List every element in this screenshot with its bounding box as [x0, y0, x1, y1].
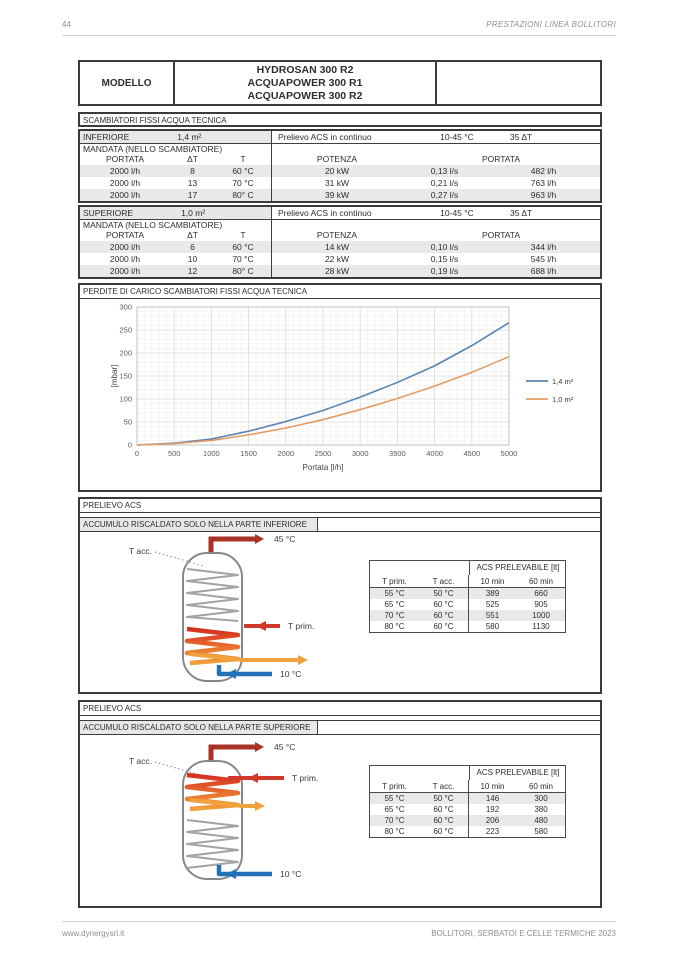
table-header-row: [370, 766, 565, 780]
arrow-right-icon: [255, 534, 264, 544]
table-row: [370, 588, 565, 599]
table-row: [80, 189, 600, 201]
acs-table-inferiore: [369, 560, 566, 633]
col-header: PORTATA: [105, 154, 145, 164]
spacer-cell: [370, 766, 469, 780]
model-name: HYDROSAN 300 R2: [256, 63, 354, 76]
cell: 0,15 l/s: [430, 254, 459, 264]
cell: 580: [485, 622, 500, 631]
cell: 60 °C: [419, 610, 469, 621]
exchangers-section-title: SCAMBIATORI FISSI ACQUA TECNICA: [78, 112, 602, 127]
cell: 50 °C: [419, 793, 469, 804]
cell: 1000: [532, 611, 550, 620]
exchanger-table-superiore: [78, 205, 602, 279]
exchanger-name-cell: [80, 131, 272, 143]
pressure-loss-chart-box: [78, 283, 602, 492]
cell: 17: [187, 190, 198, 200]
table-row: [80, 131, 600, 144]
cell: 13: [187, 178, 198, 188]
svg-text:Portata [l/h]: Portata [l/h]: [302, 463, 344, 472]
temp-range: 10-45 °C: [440, 132, 474, 142]
section-content: [80, 532, 600, 690]
table-row: [80, 177, 600, 189]
arrow-right-icon: [298, 655, 308, 665]
col-header: 60 min: [528, 782, 553, 791]
cell: 380: [534, 805, 548, 814]
svg-text:1,4 m²: 1,4 m²: [552, 377, 574, 386]
col-header: POTENZA: [316, 230, 358, 240]
model-names: [175, 62, 437, 104]
cell: 580: [534, 827, 548, 836]
table-row: [80, 241, 600, 253]
table-row: [80, 265, 600, 277]
exchanger-table-inferiore: [78, 129, 602, 203]
cell: 0,27 l/s: [430, 190, 459, 200]
hot-out-temp-label: 45 °C: [274, 534, 296, 544]
acs-span-header: ACS PRELEVABILE [lt]: [469, 561, 566, 575]
header-title: PRESTAZIONI LINEA BOLLITORI: [486, 20, 616, 29]
cell: 6: [190, 242, 195, 252]
cell: 0,19 l/s: [430, 266, 459, 276]
cell: 80° C: [215, 189, 272, 201]
col-header: PORTATA: [105, 230, 145, 240]
col-header: PORTATA: [481, 230, 521, 240]
table-row: [370, 599, 565, 610]
col-header: 10 min: [480, 782, 505, 791]
table-row: [80, 144, 600, 154]
col-header: PORTATA: [481, 154, 521, 164]
cell: 551: [485, 611, 500, 620]
cell: 60 °C: [419, 621, 469, 632]
table-header-row: [80, 154, 600, 165]
cell: 60 °C: [215, 241, 272, 253]
table-row: [80, 165, 600, 177]
svg-text:50: 50: [123, 417, 132, 427]
cell: 300: [534, 794, 548, 803]
cell: 70 °C: [384, 611, 405, 620]
cell: 206: [485, 816, 500, 825]
cold-in-temp-label: 10 °C: [280, 669, 302, 679]
t-prim-label: T prim.: [292, 773, 319, 783]
svg-text:5000: 5000: [500, 449, 518, 458]
footer-rule: [62, 921, 616, 922]
cell: 70 °C: [384, 816, 405, 825]
col-header: T prim.: [382, 577, 407, 586]
cell: 2000 l/h: [109, 266, 141, 276]
cell: 10: [187, 254, 198, 264]
prelievo-label: Prelievo ACS in continuo: [278, 132, 372, 142]
delta-t: 35 ΔT: [510, 132, 533, 142]
cell: 60 °C: [419, 815, 469, 826]
t-prim-label: T prim.: [288, 621, 315, 631]
tank-diagram-upper-heated: [98, 738, 338, 888]
cell: 763 l/h: [530, 178, 557, 188]
table-row: [370, 793, 565, 804]
cell: 2000 l/h: [109, 254, 141, 264]
cell: 60 °C: [419, 826, 469, 837]
svg-text:300: 300: [119, 302, 132, 312]
model-label: MODELLO: [80, 62, 175, 104]
cell: 60 °C: [419, 599, 469, 610]
table-header-row: [370, 561, 565, 575]
cell: 80 °C: [384, 827, 405, 836]
cell: 70 °C: [215, 253, 272, 265]
svg-text:250: 250: [119, 325, 132, 335]
acs-span-header: ACS PRELEVABILE [lt]: [469, 766, 566, 780]
model-name: ACQUAPOWER 300 R2: [247, 89, 363, 102]
svg-text:500: 500: [167, 449, 181, 458]
table-row: [370, 610, 565, 621]
t-acc-label: T acc.: [129, 756, 152, 766]
cell: 31 kW: [324, 178, 350, 188]
arrow-right-icon: [255, 801, 265, 811]
spacer-cell: [370, 561, 469, 575]
cell: 545 l/h: [530, 254, 557, 264]
svg-text:100: 100: [119, 394, 132, 404]
hot-outlet-pipe: [211, 747, 255, 762]
table-row: [370, 815, 565, 826]
cell: 905: [534, 600, 548, 609]
temp-range: 10-45 °C: [440, 208, 474, 218]
svg-text:1000: 1000: [203, 449, 220, 458]
exchanger-area: 1,0 m²: [181, 208, 206, 218]
col-header: T: [215, 230, 272, 241]
table-header-row: [80, 230, 600, 241]
model-name: ACQUAPOWER 300 R1: [247, 76, 363, 89]
col-header: 60 min: [528, 577, 553, 586]
model-table: [78, 60, 602, 106]
svg-text:3000: 3000: [351, 449, 369, 458]
cell: 482 l/h: [530, 166, 557, 176]
hot-out-temp-label: 45 °C: [274, 742, 296, 752]
cell: 2000 l/h: [109, 178, 141, 188]
svg-text:150: 150: [119, 371, 132, 381]
section-subtitle-bar: [80, 517, 600, 532]
arrow-right-icon: [255, 742, 264, 752]
header-rule: [62, 35, 616, 36]
cell: 55 °C: [384, 794, 405, 803]
hot-outlet-pipe: [211, 539, 255, 554]
cell: 963 l/h: [530, 190, 557, 200]
table-row: [370, 804, 565, 815]
cold-in-temp-label: 10 °C: [280, 869, 302, 879]
svg-text:4500: 4500: [463, 449, 481, 458]
arrow-left-icon: [256, 621, 266, 631]
page-number: 44: [62, 20, 71, 29]
section-content: [80, 735, 600, 904]
section-subtitle: ACCUMULO RISCALDATO SOLO NELLA PARTE SUPERIORE: [80, 721, 318, 734]
svg-text:200: 200: [119, 348, 132, 358]
cell: 12: [187, 266, 198, 276]
footer-catalog-title: BOLLITORI, SERBATOI E CELLE TERMICHE 2023: [431, 929, 616, 938]
col-header: T acc.: [419, 575, 469, 588]
svg-text:1500: 1500: [240, 449, 257, 458]
col-header: ΔT: [187, 154, 198, 164]
svg-text:0: 0: [127, 440, 132, 450]
cell: 0,21 l/s: [430, 178, 459, 188]
exchanger-name: INFERIORE: [83, 132, 130, 142]
cell: 0,10 l/s: [430, 242, 459, 252]
table-row: [80, 253, 600, 265]
chart-title: PERDITE DI CARICO SCAMBIATORI FISSI ACQUA TECNICA: [80, 285, 600, 299]
prelievo-acs-inferiore-box: [78, 497, 602, 694]
exchanger-name: SUPERIORE: [83, 208, 134, 218]
table-row: [370, 621, 565, 632]
table-row: [80, 207, 600, 220]
tank-diagram-lower-heated: [98, 533, 338, 683]
cell: 55 °C: [384, 589, 405, 598]
cell: 223: [485, 827, 500, 836]
cell: 2000 l/h: [109, 190, 141, 200]
cell: 660: [534, 589, 548, 598]
spacer-cell: [272, 144, 600, 154]
table-row: [370, 826, 565, 837]
spacer-cell: [272, 220, 600, 230]
section-subtitle: ACCUMULO RISCALDATO SOLO NELLA PARTE INFERIORE: [80, 518, 318, 531]
mandata-label: MANDATA (NELLO SCAMBIATORE): [80, 144, 272, 154]
t-acc-label: T acc.: [129, 546, 152, 556]
cell: 0,13 l/s: [430, 166, 459, 176]
delta-t: 35 ΔT: [510, 208, 533, 218]
cell: 14 kW: [324, 242, 350, 252]
cell: 146: [485, 794, 500, 803]
cell: 20 kW: [324, 166, 350, 176]
loss-chart: [80, 299, 600, 489]
cell: 65 °C: [384, 600, 405, 609]
cell: 344 l/h: [530, 242, 557, 252]
table-header-row: [370, 780, 565, 793]
cell: 2000 l/h: [109, 242, 141, 252]
prelievo-label: Prelievo ACS in continuo: [278, 208, 372, 218]
svg-text:0: 0: [134, 449, 140, 458]
model-empty-cell: [437, 62, 600, 104]
col-header: POTENZA: [316, 154, 358, 164]
col-header: T acc.: [419, 780, 469, 793]
table-row: [80, 220, 600, 230]
exchanger-name-cell: [80, 207, 272, 219]
section-title: PRELIEVO ACS: [80, 499, 600, 513]
svg-text:2500: 2500: [314, 449, 332, 458]
cell: 28 kW: [324, 266, 350, 276]
cell: 8: [190, 166, 195, 176]
cell: 688 l/h: [530, 266, 557, 276]
section-title: PRELIEVO ACS: [80, 702, 600, 716]
svg-text:2000: 2000: [277, 449, 295, 458]
section-subtitle-bar: [80, 720, 600, 735]
arrow-left-icon: [248, 773, 258, 783]
mandata-label: MANDATA (NELLO SCAMBIATORE): [80, 220, 272, 230]
cell: 2000 l/h: [109, 166, 141, 176]
cell: 70 °C: [215, 177, 272, 189]
cell: 192: [485, 805, 500, 814]
acs-table-superiore: [369, 765, 566, 838]
cell: 60 °C: [419, 804, 469, 815]
cell: 525: [485, 600, 500, 609]
cell: 80° C: [215, 265, 272, 277]
cell: 80 °C: [384, 622, 405, 631]
col-header: ΔT: [187, 230, 198, 240]
exchanger-area: 1,4 m²: [177, 132, 202, 142]
prelievo-acs-superiore-box: [78, 700, 602, 908]
col-header: 10 min: [480, 577, 505, 586]
footer-website: www.dynergysrl.it: [62, 929, 125, 938]
cell: 389: [485, 589, 500, 598]
svg-text:4000: 4000: [426, 449, 443, 458]
table-header-row: [370, 575, 565, 588]
cell: 50 °C: [419, 588, 469, 599]
cell: 22 kW: [324, 254, 350, 264]
cell: 39 kW: [324, 190, 350, 200]
cell: 1130: [532, 622, 550, 631]
svg-text:3500: 3500: [389, 449, 406, 458]
col-header: T prim.: [382, 782, 407, 791]
cell: 65 °C: [384, 805, 405, 814]
cell: 480: [534, 816, 548, 825]
svg-text:1,0 m²: 1,0 m²: [552, 395, 574, 404]
cell: 60 °C: [215, 165, 272, 177]
col-header: T: [215, 154, 272, 165]
svg-text:[mbar]: [mbar]: [110, 364, 119, 388]
